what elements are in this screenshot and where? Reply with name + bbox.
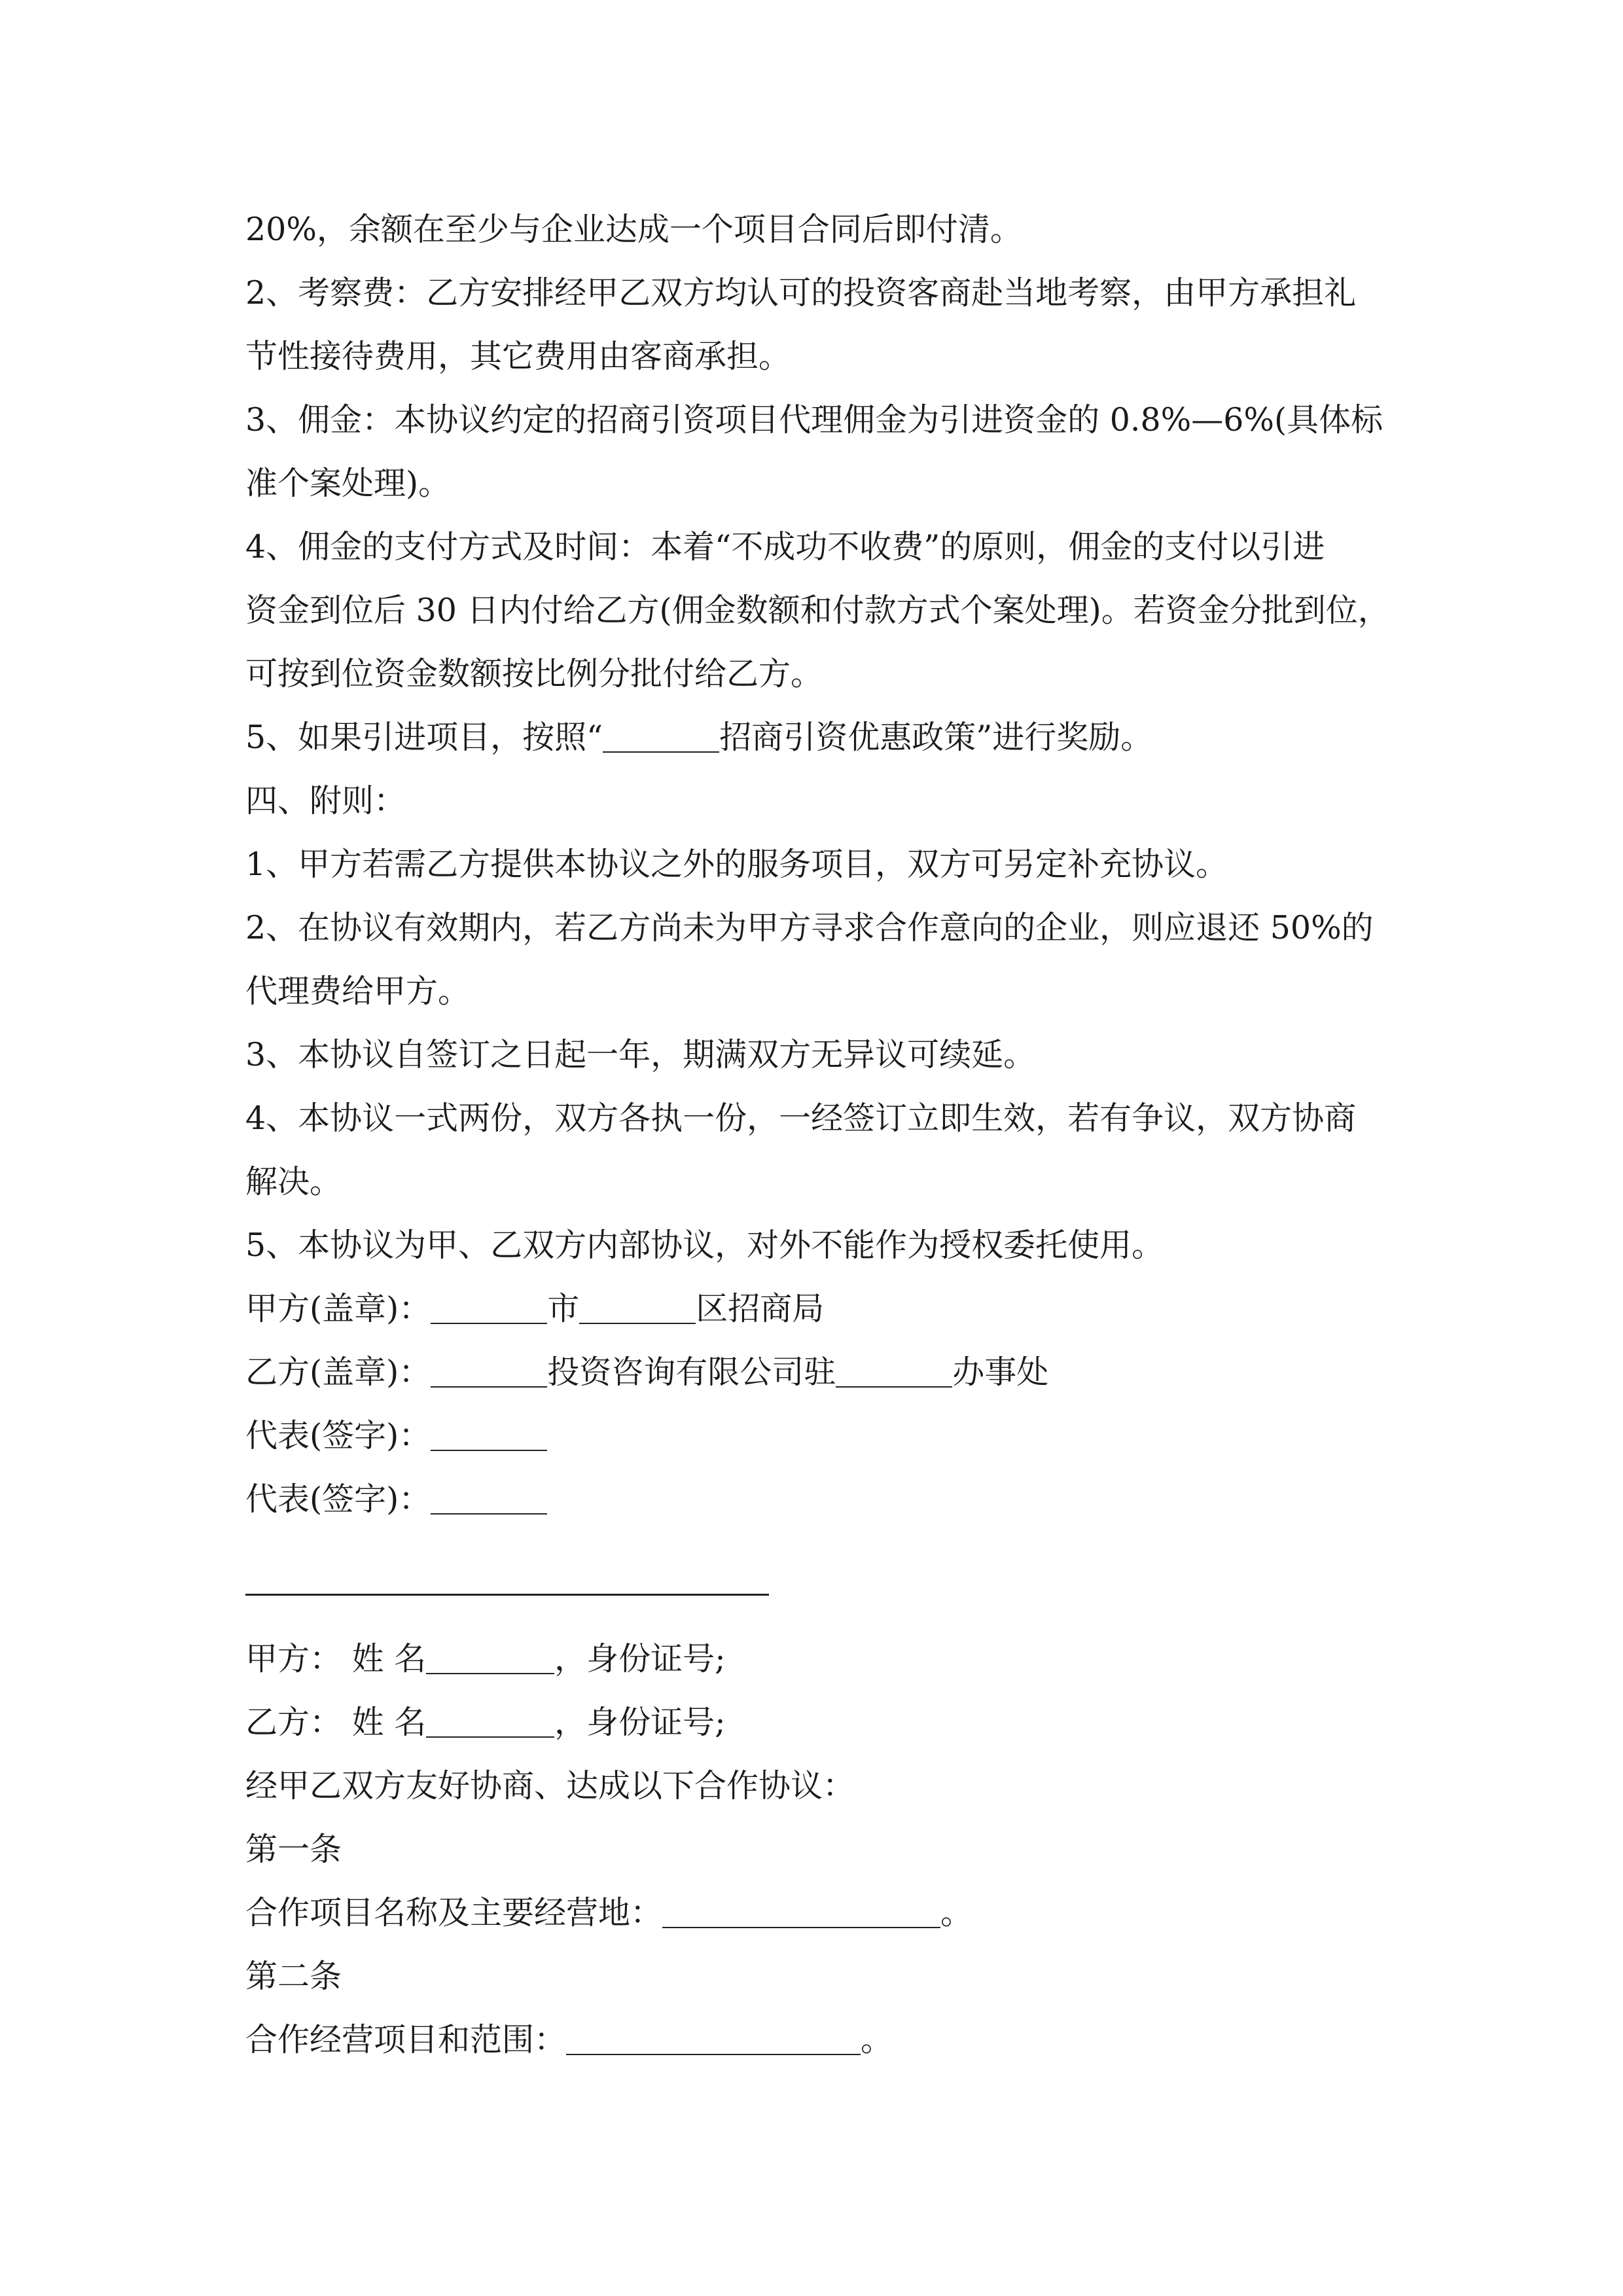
fill-in-blank bbox=[426, 1640, 554, 1674]
party-a-seal-label: 甲方(盖章)： bbox=[245, 1290, 431, 1327]
document-body bbox=[245, 198, 1410, 2072]
district-bureau-label: 区招商局 bbox=[696, 1290, 825, 1327]
item-5-suffix: 招商引资优惠政策”进行奖励。 bbox=[719, 719, 1153, 756]
fill-in-blank bbox=[566, 2020, 861, 2055]
office-label: 办事处 bbox=[952, 1354, 1049, 1391]
party-a-name-label: 甲方： 姓 名 bbox=[245, 1640, 427, 1677]
paragraph-line: 节性接待费用，其它费用由客商承担。 bbox=[245, 338, 791, 375]
party-b-name-label: 乙方： 姓 名 bbox=[245, 1704, 427, 1741]
fill-in-blank bbox=[431, 1289, 547, 1324]
fill-in-blank bbox=[431, 1353, 547, 1388]
party-a-name-line bbox=[245, 1627, 1410, 1691]
paragraph-line: 准个案处理)。 bbox=[245, 465, 451, 502]
paragraph-line: 4、本协议一式两份，双方各执一份，一经签订立即生效，若有争议，双方协商 bbox=[245, 1100, 1357, 1137]
paragraph-line: 5、本协议为甲、乙双方内部协议，对外不能作为授权委托使用。 bbox=[245, 1227, 1164, 1264]
item-5-line bbox=[245, 706, 1410, 769]
id-number-label: ，身份证号; bbox=[554, 1640, 726, 1677]
article-heading: 第二条 bbox=[245, 1958, 342, 1995]
divider-line bbox=[245, 1594, 769, 1596]
article-1-label: 合作项目名称及主要经营地： bbox=[245, 1894, 663, 1931]
fill-in-blank bbox=[579, 1289, 696, 1324]
company-label: 投资咨询有限公司驻 bbox=[547, 1354, 836, 1391]
paragraph-line: 20%，余额在至少与企业达成一个项目合同后即付清。 bbox=[245, 211, 1022, 248]
id-number-label: ，身份证号; bbox=[554, 1704, 726, 1741]
article-2-text-line bbox=[245, 2008, 1410, 2072]
representative-signature-line bbox=[245, 1404, 1410, 1467]
party-b-seal-label: 乙方(盖章)： bbox=[245, 1354, 431, 1391]
paragraph-line: 2、考察费：乙方安排经甲乙双方均认可的投资客商赴当地考察，由甲方承担礼 bbox=[245, 274, 1357, 312]
spacer bbox=[245, 1594, 1410, 1627]
article-2-label: 合作经营项目和范围： bbox=[245, 2021, 567, 2058]
paragraph-line: 4、佣金的支付方式及时间：本着“不成功不收费”的原则，佣金的支付以引进 bbox=[245, 528, 1325, 565]
paragraph-line: 解决。 bbox=[245, 1163, 342, 1200]
article-1-text-line bbox=[245, 1881, 1410, 1945]
item-5-prefix: 5、如果引进项目，按照“ bbox=[245, 719, 603, 756]
representative-label: 代表(签字)： bbox=[245, 1417, 431, 1454]
paragraph-line: 可按到位资金数额按比例分批付给乙方。 bbox=[245, 655, 823, 692]
section-heading: 四、附则： bbox=[245, 782, 406, 819]
fill-in-blank bbox=[431, 1416, 547, 1451]
fill-in-blank bbox=[426, 1703, 554, 1738]
party-b-seal-line bbox=[245, 1340, 1410, 1404]
party-a-seal-line bbox=[245, 1277, 1410, 1340]
representative-label: 代表(签字)： bbox=[245, 1480, 431, 1518]
fill-in-blank bbox=[431, 1480, 547, 1515]
paragraph-line: 1、甲方若需乙方提供本协议之外的服务项目，双方可另定补充协议。 bbox=[245, 846, 1228, 883]
representative-signature-line bbox=[245, 1467, 1410, 1531]
paragraph-line: 2、在协议有效期内，若乙方尚未为甲方寻求合作意向的企业，则应退还 50%的 bbox=[245, 909, 1374, 946]
fill-in-blank bbox=[662, 1893, 940, 1928]
paragraph-line: 3、佣金：本协议约定的招商引资项目代理佣金为引进资金的 0.8%—6%(具体标 bbox=[245, 401, 1383, 439]
article-heading: 第一条 bbox=[245, 1831, 342, 1868]
agreement-intro: 经甲乙双方友好协商、达成以下合作协议： bbox=[245, 1767, 855, 1804]
city-label: 市 bbox=[547, 1290, 580, 1327]
paragraph-line: 代理费给甲方。 bbox=[245, 973, 471, 1010]
fill-in-blank bbox=[603, 718, 719, 753]
fill-in-blank bbox=[836, 1353, 952, 1388]
party-b-name-line bbox=[245, 1691, 1410, 1754]
period-mark: 。 bbox=[861, 2021, 893, 2058]
paragraph-line: 3、本协议自签订之日起一年，期满双方无异议可续延。 bbox=[245, 1036, 1036, 1073]
paragraph-line: 资金到位后 30 日内付给乙方(佣金数额和付款方式个案处理)。若资金分批到位， bbox=[245, 592, 1390, 629]
section-divider bbox=[245, 1531, 1410, 1594]
period-mark: 。 bbox=[940, 1894, 973, 1931]
